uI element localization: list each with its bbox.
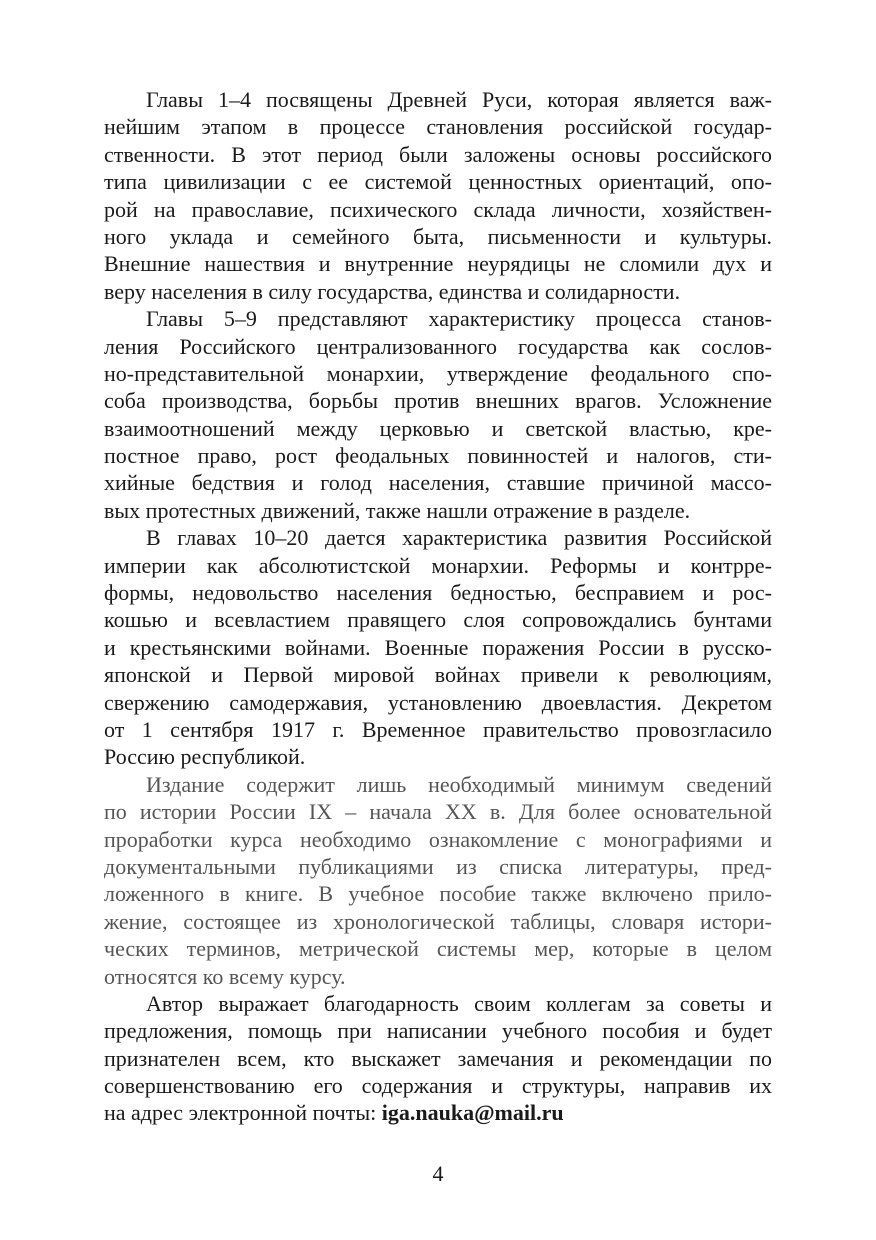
text-line: веру населения в силу государства, единства и солидарности. xyxy=(104,278,681,304)
text-line: хийные бедствия и голод населения, ставшие причиной массо- xyxy=(104,470,772,496)
text-line: Главы 5–9 представляют характеристику процесса станов- xyxy=(146,306,772,332)
text-line: японской и Первой мировой войнах привели к революциям, xyxy=(104,662,772,688)
text-line: признателен всем, кто выскажет замечания и рекомендации по xyxy=(104,1045,772,1071)
text-line: типа цивилизации с ее системой ценностных ориентаций, опо- xyxy=(104,169,772,195)
text-line: по истории России IX – начала XX в. Для более основательной xyxy=(104,799,772,825)
paragraph-ancient-rus xyxy=(104,86,772,305)
email-address: iga.nauka@mail.ru xyxy=(381,1100,564,1126)
text-line: ления Российского централизованного государства как сослов- xyxy=(104,333,772,359)
email-label: на адрес электронной почты: xyxy=(104,1100,382,1126)
paragraph-russian-empire xyxy=(104,524,772,771)
text-line: соба производства, борьбы против внешних врагов. Усложнение xyxy=(104,388,772,414)
text-line: ложенного в книге. В учебное пособие также включено прило- xyxy=(104,881,772,907)
text-line: Внешние нашествия и внутренние неурядицы не сломили дух и xyxy=(104,251,772,277)
text-line: жение, состоящее из хронологической таблицы, словаря истори- xyxy=(104,908,772,934)
text-line-with-email xyxy=(104,1099,772,1126)
page-number: 4 xyxy=(432,1161,444,1186)
text-line: Главы 1–4 посвящены Древней Руси, которая является важ- xyxy=(146,87,772,112)
text-line: от 1 сентября 1917 г. Временное правительство провозгласило xyxy=(104,716,772,742)
text-line: свержению самодержавия, установлению двоевластия. Декретом xyxy=(104,689,772,715)
text-line: Автор выражает благодарность своим коллегам за советы и xyxy=(146,990,772,1016)
text-line: ческих терминов, метрической системы мер, которые в целом xyxy=(104,936,772,962)
text-line: империи как абсолютистской монархии. Реформы и контрре- xyxy=(104,552,772,578)
text-line: документальными публикациями из списка литературы, пред- xyxy=(104,853,772,879)
text-line: нейшим этапом в процессе становления российской государ- xyxy=(104,114,772,140)
text-line: кошью и всевластием правящего слоя сопровождались бунтами xyxy=(104,607,772,633)
paragraph-acknowledgements xyxy=(104,990,772,1127)
text-line: постное право, рост феодальных повинностей и налогов, сти- xyxy=(104,443,772,469)
text-line: предложения, помощь при написании учебного пособия и будет xyxy=(104,1018,772,1044)
text-line: совершенствованию его содержания и структуры, направив их xyxy=(104,1073,772,1099)
text-line: ного уклада и семейного быта, письменности и культуры. xyxy=(104,223,772,249)
text-line: относятся ко всему курсу. xyxy=(104,963,346,989)
text-line: и крестьянскими войнами. Военные поражения России в русско- xyxy=(104,634,772,660)
text-line: вых протестных движений, также нашли отражение в разделе. xyxy=(104,497,691,523)
text-line: В главах 10–20 дается характеристика развития Российской xyxy=(146,525,772,551)
text-line: проработки курса необходимо ознакомление с монографиями и xyxy=(104,826,772,852)
text-line: взаимоотношений между церковью и светской властью, кре- xyxy=(104,415,772,441)
text-line: рой на православие, психического склада личности, хозяйствен- xyxy=(104,196,772,222)
text-line: формы, недовольство населения бедностью, бесправием и рос- xyxy=(104,580,772,606)
page-body xyxy=(104,86,772,1127)
text-line: ственности. В этот период были заложены основы российского xyxy=(104,141,772,167)
paragraph-edition-contents xyxy=(104,771,772,990)
text-line: Издание содержит лишь необходимый минимум сведений xyxy=(146,771,772,797)
text-line: но-представительной монархии, утверждение феодального спо- xyxy=(104,360,772,386)
paragraph-centralized-state xyxy=(104,305,772,524)
text-line: Россию республикой. xyxy=(104,744,306,770)
